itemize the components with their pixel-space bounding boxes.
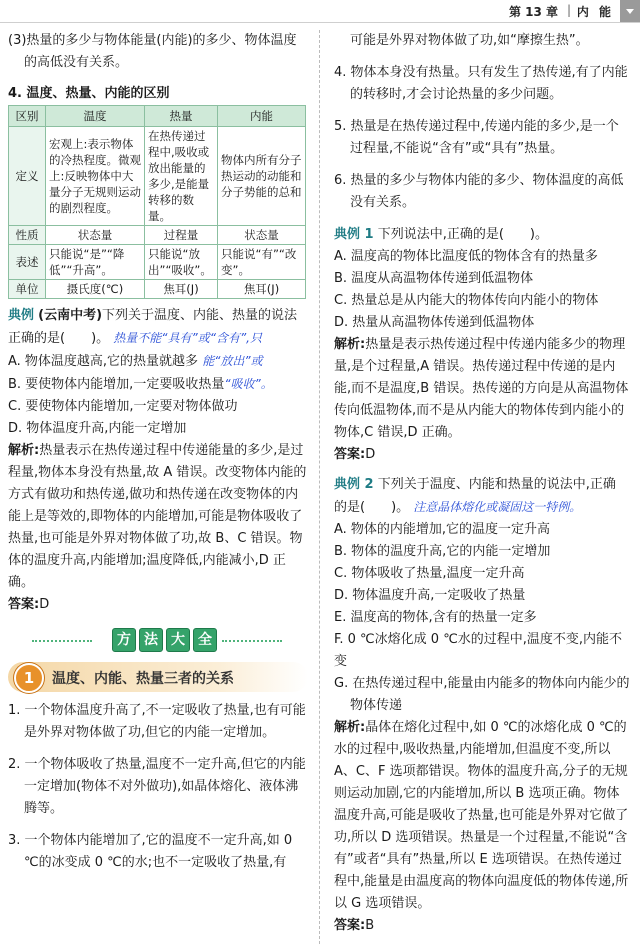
analysis-label: 解析: xyxy=(8,443,40,458)
table-cell: 摄氏度(℃) xyxy=(46,280,145,299)
analysis-text: 热量是表示热传递过程中传递内能多少的物理量,是个过程量,A 错误。热传递过程中传递的是内能,而不是温度,B 错误。热传递的方向是从高温物体传向低温物体,而不是从内能大的物体传到内能小的物体,C 错误,D 正确。 xyxy=(334,337,629,440)
row-label: 表述 xyxy=(9,245,46,280)
analysis-text: 热量表示在热传递过程中传递能量的多少,是过程量,物体本身没有热量,故 A 错误。改变物体内能的方式有做功和热传递,做功和热传递在改变物体的内能上是等效的,即物体的内能增加,可能是物体吸收了热量,也可能是外界对物体做了功,故 B、C 错误。物体的温度升高,内能增加;温度降低,内能减小,D 正确。 xyxy=(8,443,307,590)
list-item: 5. 热量是在热传递过程中,传递内能的多少,是一个过程量,不能说“含有”或“具有”热量。 xyxy=(334,119,619,156)
table-row xyxy=(9,245,306,280)
table-header: 温度 xyxy=(46,106,145,127)
example-label: 典例 1 xyxy=(334,227,374,242)
answer-label: 答案: xyxy=(8,597,40,612)
table-header-row xyxy=(9,106,306,127)
example-question-text: 的是( )。 xyxy=(334,500,410,515)
continuation-text: 可能是外界对物体做了功,如“摩擦生热”。 xyxy=(350,33,589,48)
analysis xyxy=(334,334,630,444)
banner-char: 大 xyxy=(166,628,190,652)
example-label: 典例 2 xyxy=(334,477,374,492)
analysis-label: 解析: xyxy=(334,337,366,352)
option-b xyxy=(8,373,308,396)
answer-value: D xyxy=(365,447,376,462)
option-a xyxy=(8,350,308,373)
example-source: (云南中考) xyxy=(38,308,103,323)
page-header xyxy=(0,0,640,23)
table-row xyxy=(9,226,306,245)
row-label: 定义 xyxy=(9,127,46,226)
option-g: G. 在热传递过程中,能量由内能多的物体向内能少的物体传递 xyxy=(334,676,630,713)
left-column xyxy=(8,30,308,874)
header-separator: | xyxy=(566,3,571,17)
option-d: D. 物体温度升高,内能一定增加 xyxy=(8,421,187,436)
handwritten-note: 注意晶体熔化或凝固这一特例。 xyxy=(413,500,582,514)
banner-chars xyxy=(112,628,220,652)
method-number-badge: 1 xyxy=(14,663,44,693)
answer-value: B xyxy=(365,918,375,933)
option-text: B. 要使物体内能增加,一定要吸收热量 xyxy=(8,377,225,392)
option-c: C. 热量总是从内能大的物体传向内能小的物体 xyxy=(334,293,599,308)
example-label: 典例 xyxy=(8,308,35,323)
row-label: 单位 xyxy=(9,280,46,299)
option-d: D. 热量从高温物体传递到低温物体 xyxy=(334,315,535,330)
table-cell: 只能说“放出”“吸收”。 xyxy=(145,245,218,280)
list-item: 2. 一个物体吸收了热量,温度不一定升高,但它的内能一定增加(物体不对外做功),如晶体熔化、液体沸腾等。 xyxy=(8,757,306,816)
option-text: A. 物体温度越高,它的热量就越多 xyxy=(8,354,199,369)
option-b: B. 物体的温度升高,它的内能一定增加 xyxy=(334,544,551,559)
answer-value: D xyxy=(39,597,50,612)
handwritten-note: “吸收”。 xyxy=(224,377,273,391)
chapter-number: 第 13 章 xyxy=(508,5,558,19)
example-1-question xyxy=(334,224,630,246)
option-f: F. 0 ℃冰熔化成 0 ℃水的过程中,温度不变,内能不变 xyxy=(334,632,623,669)
list-item: 3. 一个物体内能增加了,它的温度不一定升高,如 0 ℃的冰变成 0 ℃的水;也不一定吸收了热量,有 xyxy=(8,833,293,870)
analysis xyxy=(8,440,308,594)
example-question-text: 下列关于温度、内能和热量的说法中,正确 xyxy=(377,477,616,492)
example-2-question xyxy=(334,474,630,496)
right-column xyxy=(334,30,630,937)
table-row xyxy=(9,127,306,226)
table-cell: 宏观上:表示物体的冷热程度。微观上:反映物体中大量分子无规则运动的剧烈程度。 xyxy=(46,127,145,226)
table-header: 热量 xyxy=(145,106,218,127)
analysis-text: 晶体在熔化过程中,如 0 ℃的冰熔化成 0 ℃的水的过程中,吸收热量,内能增加,但温度不变,所以 A、C、F 选项都错误。物体的温度升高,分子的无规则运动加剧,它的内能增加,所以 B 选项正确。物体温度升高,可能是吸收了热量,也可能是外界对它做了功,所以 D 选项错误。热量是一个过程量,不能说“含有”或者“具有”热量,所以 E 选项错误。在热传递过程中,能量是由温度高的物体向温度低的物体传递,所以 G 选项错误。 xyxy=(334,720,629,911)
table-cell: 焦耳(J) xyxy=(218,280,306,299)
example-2-question-cont xyxy=(334,496,630,519)
table-row xyxy=(9,280,306,299)
option-d: D. 物体温度升高,一定吸收了热量 xyxy=(334,588,526,603)
handwritten-note: 热量不能“具有”或“含有”,只 xyxy=(113,331,262,345)
option-a: A. 物体的内能增加,它的温度一定升高 xyxy=(334,522,551,537)
table-header: 内能 xyxy=(218,106,306,127)
table-cell: 状态量 xyxy=(46,226,145,245)
chapter-title: 内 能 xyxy=(576,5,614,19)
method-heading xyxy=(8,662,308,692)
chevron-down-icon[interactable] xyxy=(620,0,640,22)
option-c: C. 物体吸收了热量,温度一定升高 xyxy=(334,566,525,581)
table-cell: 在热传递过程中,吸收或放出能量的多少,是能量转移的数量。 xyxy=(145,127,218,226)
list-item: 4. 物体本身没有热量。只有发生了热传递,有了内能的转移时,才会讨论热量的多少问题。 xyxy=(334,65,628,102)
example-question-text: 下列关于温度、内能、热量的说法正确的是( )。 xyxy=(8,308,298,346)
banner-char: 全 xyxy=(193,628,217,652)
example-question xyxy=(8,305,308,350)
table-cell: 状态量 xyxy=(218,226,306,245)
table-header: 区别 xyxy=(9,106,46,127)
analysis xyxy=(334,717,630,915)
option-b: B. 温度从高温物体传递到低温物体 xyxy=(334,271,534,286)
handwritten-note: 能“放出”或 xyxy=(202,354,263,368)
banner-dots-left xyxy=(32,640,92,642)
methods-banner xyxy=(8,628,308,654)
table-cell: 只能说“有”“改变”。 xyxy=(218,245,306,280)
answer xyxy=(334,915,630,937)
banner-dots-right xyxy=(222,640,282,642)
banner-char: 法 xyxy=(139,628,163,652)
table-cell: 物体内所有分子热运动的动能和分子势能的总和 xyxy=(218,127,306,226)
list-item: 6. 热量的多少与物体内能的多少、物体温度的高低没有关系。 xyxy=(334,173,624,210)
column-divider xyxy=(319,30,320,944)
table-cell: 过程量 xyxy=(145,226,218,245)
banner-char: 方 xyxy=(112,628,136,652)
point-3: (3)热量的多少与物体能量(内能)的多少、物体温度的高低没有关系。 xyxy=(8,33,297,70)
section-4-title: 4. 温度、热量、内能的区别 xyxy=(8,86,170,101)
analysis-label: 解析: xyxy=(334,720,366,735)
option-e: E. 温度高的物体,含有的热量一定多 xyxy=(334,610,537,625)
answer xyxy=(334,444,630,466)
row-label: 性质 xyxy=(9,226,46,245)
example-question-text: 下列说法中,正确的是( )。 xyxy=(377,227,548,242)
method-title: 温度、内能、热量三者的关系 xyxy=(52,671,234,687)
option-a: A. 温度高的物体比温度低的物体含有的热量多 xyxy=(334,249,598,264)
answer-label: 答案: xyxy=(334,918,366,933)
option-c: C. 要使物体内能增加,一定要对物体做功 xyxy=(8,399,238,414)
table-cell: 焦耳(J) xyxy=(145,280,218,299)
answer-label: 答案: xyxy=(334,447,366,462)
answer xyxy=(8,594,308,616)
comparison-table xyxy=(8,105,306,299)
list-item: 1. 一个物体温度升高了,不一定吸收了热量,也有可能是外界对物体做了功,但它的内能一定增加。 xyxy=(8,703,306,740)
table-cell: 只能说“是”“降低”“升高”。 xyxy=(46,245,145,280)
